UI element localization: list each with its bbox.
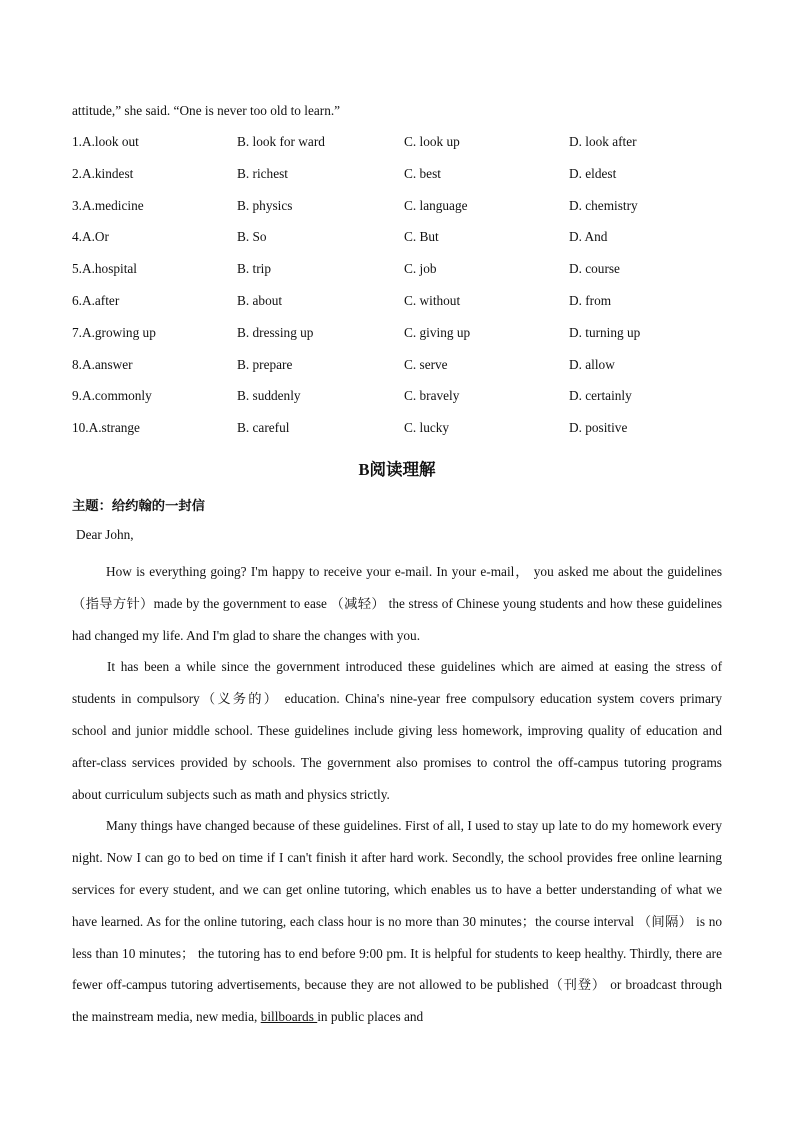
option-c: C. best bbox=[404, 165, 441, 181]
option-c: C. lucky bbox=[404, 420, 450, 436]
option-c: C. job bbox=[404, 261, 437, 277]
option-c: C. giving up bbox=[404, 324, 471, 340]
option-b: B. careful bbox=[237, 420, 290, 436]
option-b: B. look for ward bbox=[237, 134, 325, 149]
option-a: 7.A.growing up bbox=[72, 324, 156, 340]
option-c: C. look up bbox=[404, 134, 460, 149]
option-d: D. course bbox=[569, 261, 620, 277]
paragraph-1: How is everything going? I'm happy to receive your e-mail. In your e-mail， you asked me about the guidelines （指导方针）made by the government to ease （减轻） the stress of Chinese young students and how these guidelines had changed my life. And I'm glad to share the changes with you. bbox=[72, 564, 722, 643]
paragraph-3 bbox=[72, 810, 722, 1033]
section-title: B阅读理解 bbox=[358, 460, 436, 479]
option-d: D. from bbox=[569, 292, 612, 308]
paragraph-2: It has been a while since the government introduced these guidelines which are aimed at easing the stress of students in compulsory（义务的） education. China's nine-year free compulsory education system covers primary school and junior middle school. These guidelines include giving less homework, improving quality of education and after-class services provided by schools. The government also promises to control the off-campus tutoring programs about curriculum subjects such as math and physics strictly. bbox=[72, 659, 722, 802]
option-b: B. So bbox=[237, 229, 267, 245]
option-a: 10.A.strange bbox=[72, 420, 140, 436]
option-a: 8.A.answer bbox=[72, 356, 133, 372]
option-d: D. allow bbox=[569, 356, 615, 372]
option-c: C. But bbox=[404, 229, 439, 245]
option-b: B. about bbox=[237, 292, 283, 308]
option-d: D. positive bbox=[569, 420, 628, 436]
option-row-1 bbox=[72, 134, 724, 166]
option-row-3 bbox=[72, 198, 724, 230]
option-d: D. chemistry bbox=[569, 197, 638, 213]
passage-closing-line: attitude,” she said. “One is never too old to learn.” bbox=[72, 103, 341, 118]
option-row-4 bbox=[72, 229, 724, 261]
option-c: C. bravely bbox=[404, 388, 460, 404]
letter-greeting: Dear John, bbox=[76, 527, 134, 542]
option-c: C. serve bbox=[404, 356, 448, 372]
option-a: 5.A.hospital bbox=[72, 261, 138, 277]
option-row-8 bbox=[72, 357, 724, 389]
paragraph-3-text: Many things have changed because of these guidelines. First of all, I used to stay up late to do my homework every night. Now I can go to bed on time if I can't finish it after hard work. Secondly, the school provides free online learning services for every student, and we can get online tutoring, which enables us to have a better understanding of what we have learned. As for the online tutoring, each class hour is no more than 30 minutes；the course interval （间隔） is no less than 10 minutes； the tutoring has to end before 9:00 pm. It is helpful for students to keep healthy. Thirdly, there are fewer off-campus tutoring advertisements, because they are not allowed to be published（刊登） or broadcast through the mainstream media, new media, bbox=[72, 818, 722, 1025]
option-d: D. eldest bbox=[569, 165, 617, 181]
option-b: B. prepare bbox=[237, 356, 293, 372]
underlined-word: billboards bbox=[260, 1009, 318, 1025]
option-row-7 bbox=[72, 325, 724, 357]
topic-heading: 主题：给约翰的一封信 bbox=[72, 498, 205, 513]
option-d: D. And bbox=[569, 229, 608, 245]
option-a: 1.A.look out bbox=[72, 134, 139, 149]
option-b: B. suddenly bbox=[237, 388, 301, 404]
option-a: 3.A.medicine bbox=[72, 197, 144, 213]
answer-options-list bbox=[72, 134, 724, 452]
option-row-6 bbox=[72, 293, 724, 325]
option-b: B. physics bbox=[237, 197, 293, 213]
option-d: D. certainly bbox=[569, 388, 632, 404]
option-c: C. language bbox=[404, 197, 468, 213]
option-row-5 bbox=[72, 261, 724, 293]
option-row-9 bbox=[72, 388, 724, 420]
option-b: B. dressing up bbox=[237, 324, 314, 340]
paragraph-3-tail: in public places and bbox=[317, 1009, 424, 1025]
option-b: B. richest bbox=[237, 165, 288, 181]
option-a: 2.A.kindest bbox=[72, 165, 134, 181]
option-row-10 bbox=[72, 420, 724, 452]
letter-body bbox=[72, 556, 722, 1033]
option-row-2 bbox=[72, 166, 724, 198]
option-c: C. without bbox=[404, 292, 461, 308]
option-a: 4.A.Or bbox=[72, 229, 109, 245]
option-d: D. look after bbox=[569, 134, 637, 149]
option-d: D. turning up bbox=[569, 324, 641, 340]
option-a: 6.A.after bbox=[72, 292, 120, 308]
option-a: 9.A.commonly bbox=[72, 388, 152, 404]
option-b: B. trip bbox=[237, 261, 271, 277]
